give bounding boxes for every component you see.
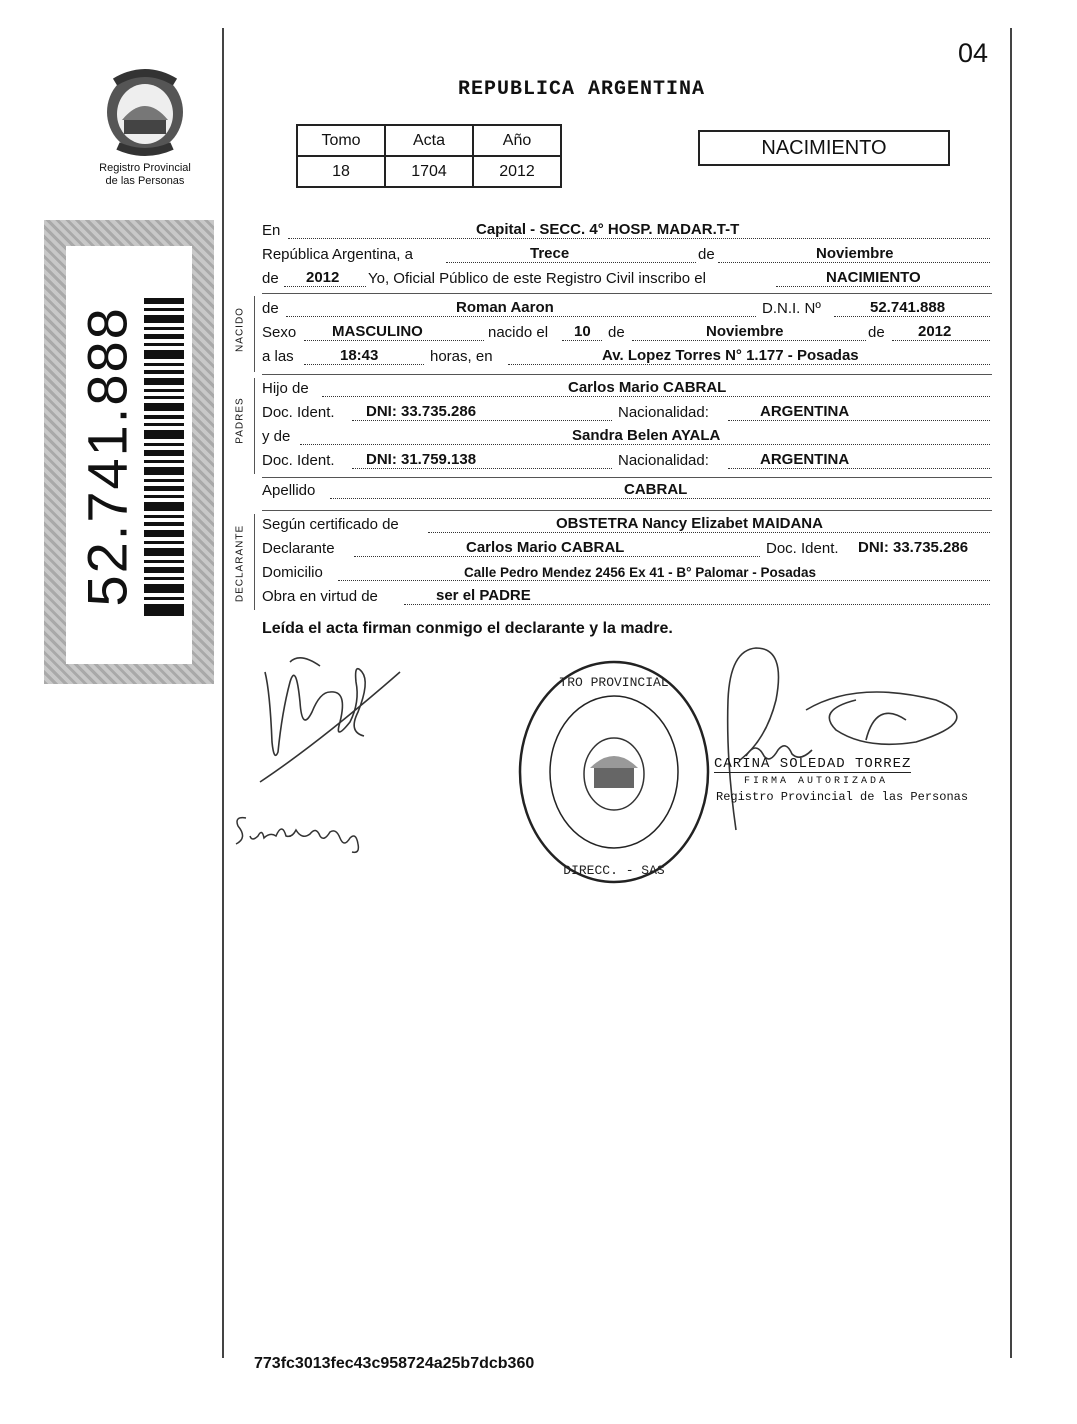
section-label-nacido: NACIDO [234,307,246,352]
row-padre-doc: Doc. Ident. DNI: 33.735.286 Nacionalidad: ARGENTINA [262,402,990,424]
logo-caption: Registro Provincial de las Personas [99,162,191,187]
official-role: FIRMA AUTORIZADA [744,776,889,787]
row-apellido: Apellido CABRAL [262,480,990,502]
header-tomo: Tomo [297,125,385,156]
document-hash: 773fc3013fec43c958724a25b7dcb360 [254,1355,535,1372]
madre-signature-icon [232,808,372,858]
record-type-box: NACIMIENTO [698,130,950,166]
value-padre-nacionalidad: ARGENTINA [760,403,850,420]
value-padre: Carlos Mario CABRAL [568,379,727,396]
page-number: 04 [958,38,989,68]
value-obra: ser el PADRE [436,587,531,604]
value-declarante-doc: DNI: 33.735.286 [858,539,969,556]
value-domicilio: Calle Pedro Mendez 2456 Ex 41 - B° Palomar - Posadas [464,565,817,580]
row-domicilio: Domicilio Calle Pedro Mendez 2456 Ex 41 - B° Palomar - Posadas [262,562,990,584]
value-acta: 1704 [385,156,473,187]
value-madre-doc: DNI: 31.759.138 [366,451,477,468]
row-certificado: Según certificado de OBSTETRA Nancy Elizabet MAIDANA [262,514,990,536]
value-hora: 18:43 [340,347,379,364]
value-apellido: CABRAL [624,481,688,498]
row-en [262,220,990,242]
value-madre: Sandra Belen AYALA [572,427,721,444]
row-y-de: y de Sandra Belen AYALA [262,426,990,448]
row-madre-doc: Doc. Ident. DNI: 31.759.138 Nacionalidad: ARGENTINA [262,450,990,472]
svg-text:TRO PROVINCIAL: TRO PROVINCIAL [559,675,669,690]
header-acta: Acta [385,125,473,156]
value-dia-nacimiento: 10 [574,323,591,340]
row-oficial: de 2012 Yo, Oficial Público de este Registro Civil inscribo el NACIMIENTO [262,268,990,290]
value-dia: Trece [530,245,570,262]
value-inscribo: NACIMIENTO [826,269,921,286]
value-declarante: Carlos Mario CABRAL [466,539,625,556]
value-lugar-inscripcion: Capital - SECC. 4° HOSP. MADAR.T-T [476,221,740,238]
official-signature-icon [716,640,976,840]
value-tomo: 18 [297,156,385,187]
record-table [296,124,562,188]
section-label-padres: PADRES [234,397,246,444]
label-en: En [262,222,281,239]
official-name: CARINA SOLEDAD TORREZ [714,756,912,772]
right-margin-line [1010,28,1012,1358]
row-republica: República Argentina, a Trece de Noviembre [262,244,990,266]
left-margin-line [222,28,224,1358]
value-anio-nacimiento: 2012 [918,323,952,340]
document-title: REPUBLICA ARGENTINA [458,78,706,101]
value-certificado: OBSTETRA Nancy Elizabet MAIDANA [556,515,823,532]
registro-provincial-stamp-icon [514,656,714,888]
value-anio: 2012 [473,156,561,187]
row-hijo-de: Hijo de Carlos Mario CABRAL [262,378,990,400]
row-obra: Obra en virtud de ser el PADRE [262,586,990,608]
row-nacido-nombre: de Roman Aaron D.N.I. Nº 52.741.888 [262,298,990,320]
official-organization: Registro Provincial de las Personas [716,790,969,804]
section-label-declarante: DECLARANTE [234,524,246,603]
value-padre-doc: DNI: 33.735.286 [366,403,477,420]
header-anio: Año [473,125,561,156]
value-sexo: MASCULINO [332,323,423,340]
declarante-signature-icon [230,632,420,792]
value-nombre-nacido: Roman Aaron [456,299,554,316]
value-dni-nacido: 52.741.888 [870,299,946,316]
closing-statement: Leída el acta firman conmigo el declarante y la madre. [262,620,673,637]
side-id-number: 52.741.888 [75,306,139,607]
row-declarante: Declarante Carlos Mario CABRAL Doc. Ident. DNI: 33.735.286 [262,539,969,557]
svg-text:DIRECC. - SAS: DIRECC. - SAS [563,863,665,878]
provincia-misiones-seal-icon [100,62,190,158]
value-mes-nacimiento: Noviembre [706,323,784,340]
value-anio-inscripcion: 2012 [306,269,340,286]
value-lugar-nacimiento: Av. Lopez Torres N° 1.177 - Posadas [602,347,859,364]
value-mes: Noviembre [816,245,894,262]
row-sexo: Sexo MASCULINO nacido el 10 de Noviembre de 2012 [262,322,990,344]
value-madre-nacionalidad: ARGENTINA [760,451,850,468]
row-hora-lugar: a las 18:43 horas, en Av. Lopez Torres N° 1.177 - Posadas [262,346,990,368]
barcode-icon [144,298,184,616]
